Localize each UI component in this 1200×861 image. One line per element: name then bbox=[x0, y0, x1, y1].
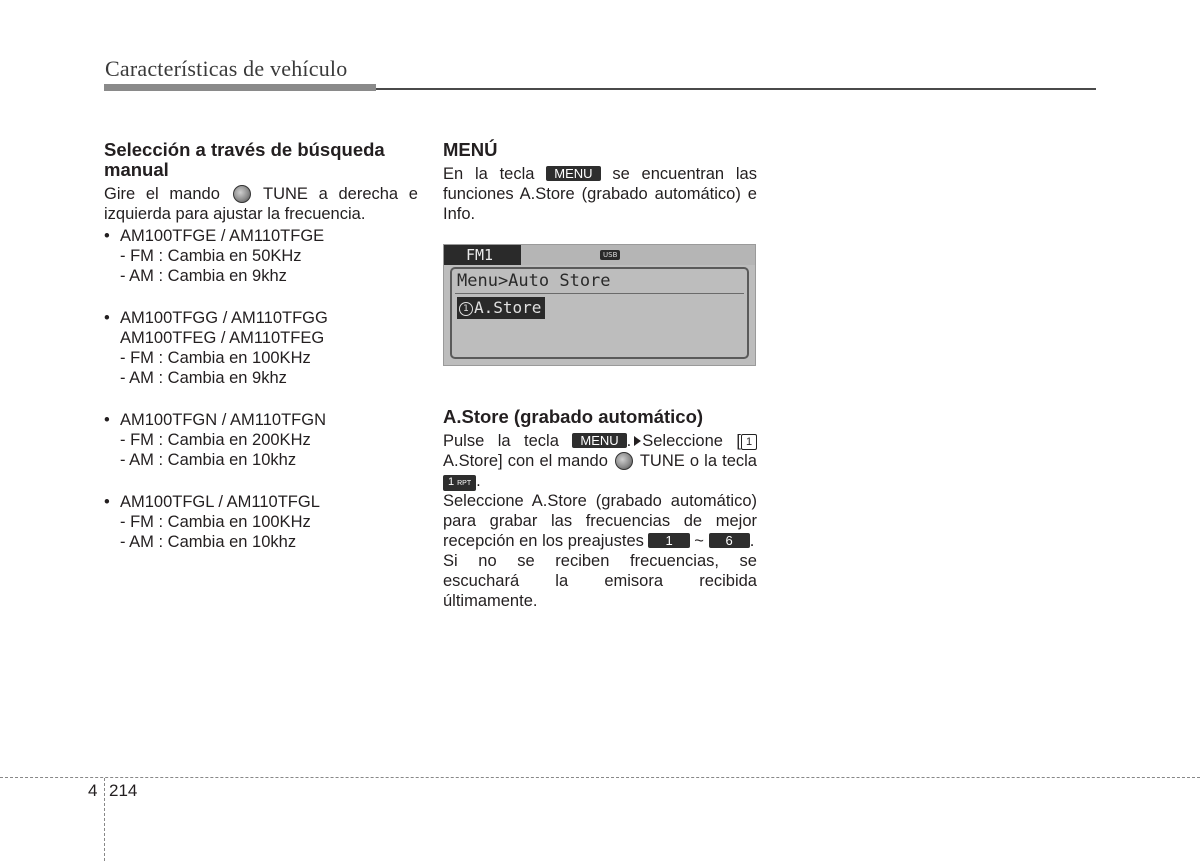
intro-text-before: Gire el mando bbox=[104, 185, 220, 203]
chapter-number: 4 bbox=[88, 781, 98, 800]
manual-search-intro bbox=[104, 184, 418, 224]
astore-text-p2: Seleccione A.Store (grabado automático) para grabar las frecuencias de mejor recepción en los preajustes bbox=[443, 492, 757, 550]
menu-paragraph bbox=[443, 164, 757, 224]
astore-heading: A.Store (grabado automático) bbox=[443, 406, 704, 427]
am-step: - AM : Cambia en 10khz bbox=[120, 533, 297, 551]
usb-icon: USB bbox=[600, 250, 620, 260]
astore-text-e: TUNE o la tecla bbox=[639, 452, 757, 470]
display-item-label: A.Store bbox=[474, 298, 542, 317]
menu-key-icon: MENU bbox=[572, 433, 626, 448]
list-item bbox=[104, 410, 418, 470]
display-band: FM1 bbox=[444, 245, 521, 265]
list-item bbox=[104, 226, 418, 286]
astore-text-f: . bbox=[476, 472, 481, 490]
astore-paragraph-3: Si no se reciben frecuencias, se escuchará la emisora recibida últimamente. bbox=[443, 552, 757, 610]
item-number-icon: 1 bbox=[459, 302, 473, 316]
number-box-icon: 1 bbox=[741, 434, 757, 450]
radio-display-screenshot bbox=[443, 244, 756, 366]
astore-text-p2-end: . bbox=[749, 532, 755, 550]
footer-dashed-rule bbox=[0, 777, 1200, 778]
page-number: 214 bbox=[109, 781, 138, 800]
page-header-title: Características de vehículo bbox=[105, 56, 348, 81]
astore-text-a: Pulse la tecla bbox=[443, 432, 559, 450]
fm-step: - FM : Cambia en 100KHz bbox=[120, 349, 311, 367]
rpt-key-sub: RPT bbox=[457, 480, 472, 487]
left-column bbox=[104, 140, 418, 574]
model-name: • AM100TFGL / AM110TFGL bbox=[104, 492, 418, 512]
fm-step: - FM : Cambia en 50KHz bbox=[120, 247, 302, 265]
footer-dashed-divider bbox=[104, 778, 105, 861]
menu-text-before: En la tecla bbox=[443, 165, 535, 183]
astore-text-b: . bbox=[626, 432, 632, 450]
fm-step: - FM : Cambia en 100KHz bbox=[120, 513, 311, 531]
range-tilde: ~ bbox=[694, 532, 704, 550]
arrow-right-icon bbox=[634, 436, 641, 446]
model-name: • AM100TFGN / AM110TFGN bbox=[104, 410, 418, 430]
model-list bbox=[104, 226, 418, 552]
am-step: - AM : Cambia en 9khz bbox=[120, 369, 287, 387]
am-step: - AM : Cambia en 9khz bbox=[120, 267, 287, 285]
astore-paragraph-2 bbox=[443, 491, 757, 551]
list-item bbox=[104, 492, 418, 552]
header-rule-thick bbox=[104, 84, 376, 91]
menu-text-after: se encuentran las funciones A.Store (grabado automático) e Info. bbox=[443, 165, 757, 223]
rpt-key-number: 1 bbox=[448, 476, 455, 488]
model-name-secondary: AM100TFEG / AM110TFEG bbox=[120, 329, 325, 347]
display-divider bbox=[455, 293, 744, 294]
display-menu-title: Menu>Auto Store bbox=[457, 271, 611, 291]
display-menu-item-astore bbox=[457, 297, 545, 319]
fm-step: - FM : Cambia en 200KHz bbox=[120, 431, 311, 449]
display-menu-panel bbox=[450, 267, 749, 359]
menu-key-icon: MENU bbox=[546, 166, 600, 181]
menu-heading: MENÚ bbox=[443, 139, 498, 160]
am-step: - AM : Cambia en 10khz bbox=[120, 451, 297, 469]
astore-paragraph-1 bbox=[443, 431, 757, 491]
middle-column bbox=[443, 140, 757, 611]
preset-1-rpt-key-icon bbox=[443, 475, 476, 491]
model-name: • AM100TFGG / AM110TFGG bbox=[104, 308, 418, 328]
manual-search-heading: Selección a través de búsqueda manual bbox=[104, 139, 385, 180]
astore-text-d: A.Store] con el mando bbox=[443, 452, 608, 470]
tune-knob-icon bbox=[615, 452, 633, 470]
tune-knob-icon bbox=[233, 185, 251, 203]
preset-1-key-icon: 1 bbox=[648, 533, 689, 548]
preset-6-key-icon: 6 bbox=[709, 533, 750, 548]
intro-text-after: TUNE a derecha e izquierda para ajustar la frecuencia. bbox=[104, 185, 418, 223]
astore-text-c: Seleccione [ bbox=[642, 432, 741, 450]
list-item bbox=[104, 308, 418, 388]
header-rule-thin bbox=[376, 88, 1096, 90]
model-name: • AM100TFGE / AM110TFGE bbox=[104, 226, 418, 246]
